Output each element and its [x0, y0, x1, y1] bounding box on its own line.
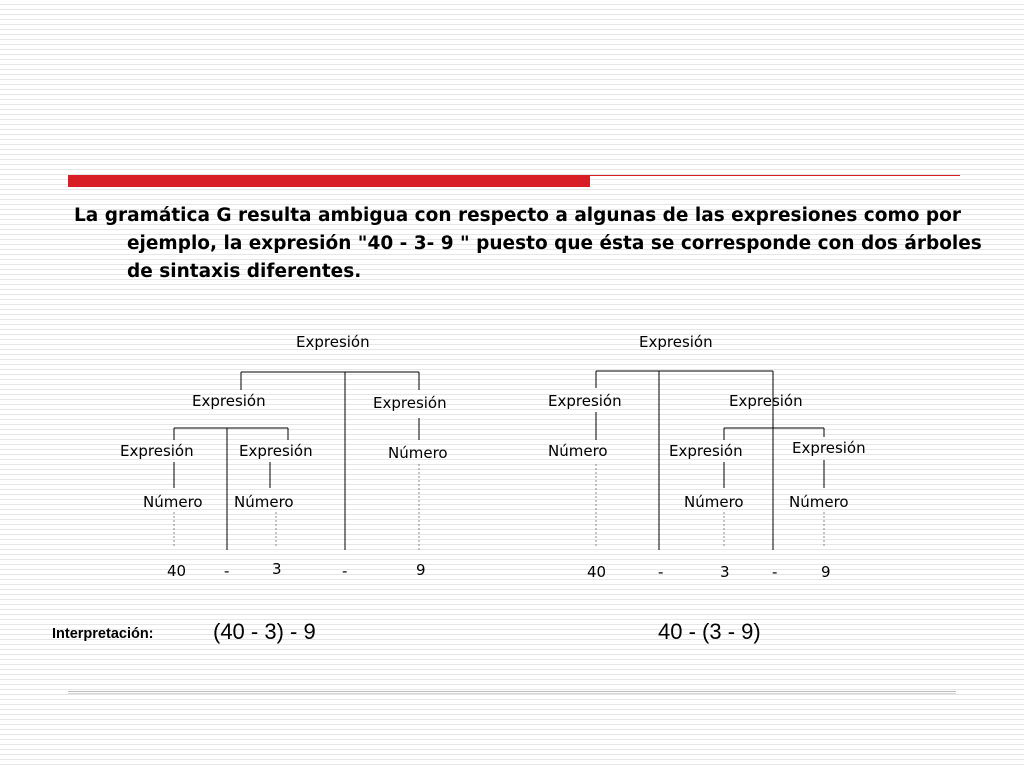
footer-divider-shadow — [68, 693, 956, 694]
tree1-ll-num-node: Número — [143, 493, 203, 511]
tree2-token-40: 40 — [587, 563, 607, 581]
tree2-rr-expr-node: Expresión — [792, 439, 866, 457]
tree1-lr-num-node: Número — [234, 493, 294, 511]
tree2-left-num-node: Número — [548, 442, 608, 460]
tree2-right-expr-node: Expresión — [729, 392, 803, 410]
tree1-lr-expr-node: Expresión — [239, 442, 313, 460]
tree1-left-expr-node: Expresión — [192, 392, 266, 410]
tree1-token-3: 3 — [272, 560, 282, 578]
interpretation-right: 40 - (3 - 9) — [658, 619, 761, 644]
tree2-token-3: 3 — [720, 563, 730, 581]
tree2-token-minus-2: - — [772, 563, 778, 581]
tree1-token-9: 9 — [416, 561, 426, 579]
tree1-token-minus-2: - — [342, 562, 348, 580]
tree1-ll-expr-node: Expresión — [120, 442, 194, 460]
tree1-token-minus-1: - — [224, 562, 230, 580]
tree2-left-expr-node: Expresión — [548, 392, 622, 410]
tree2-rl-num-node: Número — [684, 493, 744, 511]
tree2-token-9: 9 — [821, 563, 831, 581]
tree1-token-40: 40 — [167, 562, 187, 580]
tree1-root-node: Expresión — [296, 333, 370, 351]
tree1-right-expr-node: Expresión — [373, 394, 447, 412]
interpretation-label: Interpretación: — [52, 626, 154, 642]
tree2-token-minus-1: - — [658, 563, 664, 581]
interpretation-left: (40 - 3) - 9 — [213, 619, 316, 644]
body-paragraph: La gramática G resulta ambigua con respecto a algunas de las expresiones como por ejemplo, la expresión "40 - 3- 9 " puesto que ésta se corresponde con dos árboles de sintaxis diferentes. — [74, 205, 982, 282]
tree1-right-num-node: Número — [388, 444, 448, 462]
tree2-rr-num-node: Número — [789, 493, 849, 511]
footer-divider — [68, 691, 956, 692]
tree2-rl-expr-node: Expresión — [669, 442, 743, 460]
tree2-root-node: Expresión — [639, 333, 713, 351]
